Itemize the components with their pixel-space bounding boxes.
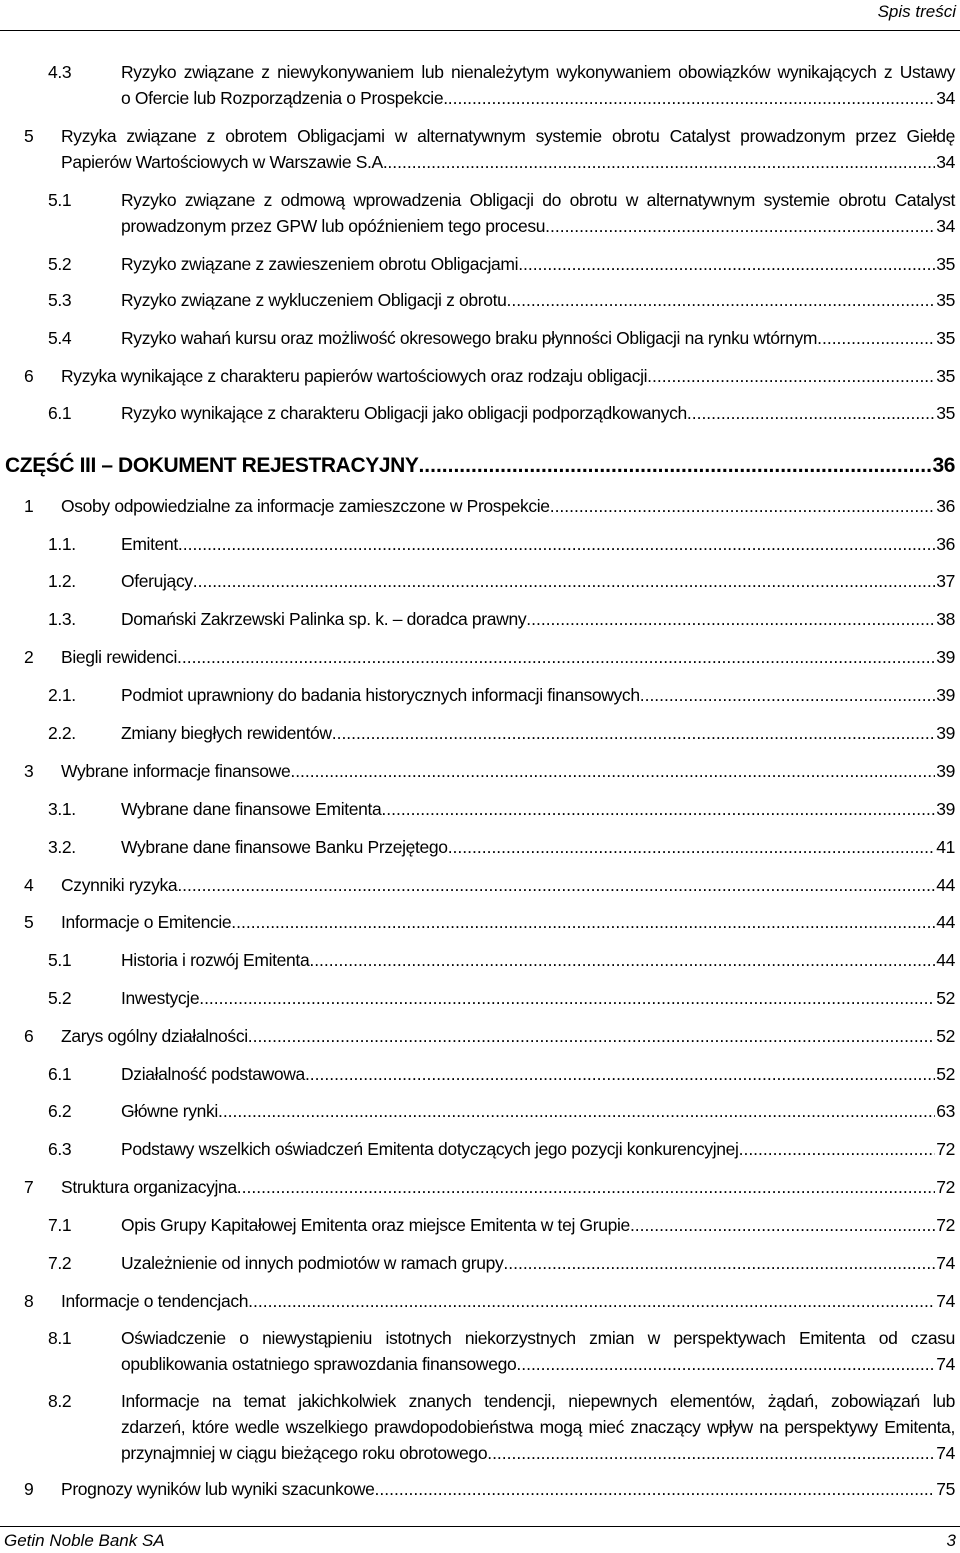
page-header-title: Spis treści [877, 2, 956, 21]
toc-entry-number: 1.3. [48, 609, 76, 629]
toc-entry-text: Informacje na temat jakichkolwiek znanych tendencji, niepewnych elementów, żądań, zobowiązań lub [121, 1391, 955, 1411]
toc-entry-text: opublikowania ostatniego sprawozdania finansowego [121, 1354, 517, 1374]
toc-entry-text: Oferujący [121, 571, 193, 591]
toc-entry-text: Ryzyko związane z odmową wprowadzenia Obligacji do obrotu w alternatywnym systemie obrotu Catalyst [121, 190, 955, 210]
toc-entry-page: 36 [936, 496, 955, 516]
toc-entry-text: Wybrane dane finansowe Emitenta [121, 799, 382, 819]
toc-leader-dots [231, 909, 935, 935]
toc-entry-number: 7.1 [48, 1215, 72, 1235]
toc-entry-text: Ryzyko związane z wykluczeniem Obligacji z obrotu [121, 290, 507, 310]
toc-entry-page: 74 [936, 1354, 955, 1374]
toc-entry-text: Ryzyko związane z niewykonywaniem lub nienależytym wykonywaniem obowiązków wynikających z Ustawy [121, 62, 955, 82]
toc-entry-text: Inwestycje [121, 988, 200, 1008]
toc-entry-number: 8.2 [48, 1391, 72, 1411]
toc-entry-text: Ryzyka związane z obrotem Obligacjami w alternatywnym systemie obrotu Catalyst prowadzonym przez Giełdę [61, 126, 955, 146]
toc-leader-dots [518, 251, 935, 277]
toc-entry-text: Czynniki ryzyka [61, 875, 178, 895]
toc-leader-dots [309, 947, 935, 973]
toc-entry-number: 6.1 [48, 403, 72, 423]
toc-leader-dots [177, 872, 935, 898]
toc-entry-number: 5 [24, 126, 34, 146]
toc-entry-page: 63 [936, 1101, 955, 1121]
toc-entry-text: Zarys ogólny działalności [61, 1026, 248, 1046]
toc-entry-text: Ryzyka wynikające z charakteru papierów wartościowych oraz rodzaju obligacji [61, 366, 648, 386]
toc-entry-page: 39 [936, 723, 955, 743]
toc-entry-page: 74 [936, 1443, 955, 1463]
toc-entry-text: o Ofercie lub Rozporządzenia o Prospekcie. [121, 88, 448, 108]
toc-leader-dots [248, 1023, 935, 1049]
toc-entry-number: 7.2 [48, 1253, 72, 1273]
toc-entry-page: 52 [936, 1026, 955, 1046]
footer-divider [0, 1526, 960, 1527]
toc-entry-number: 4.3 [48, 62, 72, 82]
toc-leader-dots [332, 720, 936, 746]
toc-entry-page: 72 [936, 1177, 955, 1197]
toc-entry-text: przynajmniej w ciągu bieżącego roku obrotowego [121, 1443, 488, 1463]
toc-leader-dots [193, 568, 935, 594]
toc-entry-number: 6 [24, 366, 34, 386]
toc-entry-page: 36 [936, 534, 955, 554]
toc-entry-page: 35 [936, 254, 955, 274]
toc-entry-text: Emitent [121, 534, 178, 554]
toc-leader-dots [448, 85, 936, 111]
toc-leader-dots [526, 606, 935, 632]
toc-entry-page: 38 [936, 609, 955, 629]
toc-entry-page: 35 [936, 290, 955, 310]
toc-leader-dots [817, 325, 935, 351]
toc-entry-page: 41 [936, 837, 955, 857]
toc-entry-text: Uzależnienie od innych podmiotów w ramach grupy [121, 1253, 504, 1273]
toc-entry-number: 6.3 [48, 1139, 72, 1159]
toc-entry-number: 1.1. [48, 534, 76, 554]
toc-leader-dots [507, 287, 936, 313]
toc-entry-number: 8 [24, 1291, 34, 1311]
toc-entry-page: 35 [936, 328, 955, 348]
toc-leader-dots [487, 1440, 935, 1466]
toc-leader-dots [647, 363, 935, 389]
toc-entry-page: 44 [936, 912, 955, 932]
toc-leader-dots [290, 758, 935, 784]
toc-entry-number: 2 [24, 647, 34, 667]
toc-entry-number: 8.1 [48, 1328, 72, 1348]
toc-entry-text: Oświadczenie o niewystąpieniu istotnych niekorzystnych zmian w perspektywach Emitenta od czasu [121, 1328, 955, 1348]
toc-entry-text: Zmiany biegłych rewidentów [121, 723, 332, 743]
toc-entry-text: Wybrane dane finansowe Banku Przejętego [121, 837, 448, 857]
toc-leader-dots [550, 493, 936, 519]
toc-entry-page: 52 [936, 1064, 955, 1084]
toc-entry-page: 34 [936, 88, 955, 108]
toc-entry-number: 2.1. [48, 685, 76, 705]
toc-entry-number: 1.2. [48, 571, 76, 591]
toc-entry-number: 5.4 [48, 328, 72, 348]
toc-leader-dots [545, 213, 935, 239]
toc-entry-text: Informacje o tendencjach [61, 1291, 249, 1311]
footer-page-number: 3 [946, 1531, 956, 1550]
toc-entry-text: Główne rynki [121, 1101, 218, 1121]
toc-entry-number: 4 [24, 875, 34, 895]
header-divider [0, 30, 960, 31]
toc-entry-page: 52 [936, 988, 955, 1008]
toc-entry-number: 6 [24, 1026, 34, 1046]
toc-entry-page: 44 [936, 875, 955, 895]
toc-entry-page: 35 [936, 366, 955, 386]
toc-part-page: 36 [932, 454, 955, 477]
toc-leader-dots [375, 1476, 936, 1502]
toc-leader-dots [739, 1136, 936, 1162]
toc-entry-number: 3 [24, 761, 34, 781]
toc-entry-page: 39 [936, 647, 955, 667]
toc-part-heading[interactable] [5, 452, 955, 480]
toc-entry-text: Wybrane informacje finansowe [61, 761, 291, 781]
toc-entry-number: 5.1 [48, 190, 72, 210]
toc-entry-text: Ryzyko wahań kursu oraz możliwość okresowego braku płynności Obligacji na rynku wtórnym [121, 328, 818, 348]
toc-leader-dots [687, 400, 935, 426]
toc-entry-text: Historia i rozwój Emitenta [121, 950, 310, 970]
toc-leader-dots [237, 1174, 935, 1200]
toc-entry-number: 5.2 [48, 254, 72, 274]
toc-leader-dots [448, 834, 936, 860]
toc-entry-page: 34 [936, 152, 955, 172]
toc-entry-number: 6.2 [48, 1101, 72, 1121]
toc-entry-text: Prognozy wyników lub wyniki szacunkowe [61, 1479, 375, 1499]
toc-leader-dots [218, 1098, 935, 1124]
toc-leader-dots [503, 1250, 935, 1276]
toc-entry-page: 74 [936, 1253, 955, 1273]
toc-leader-dots [630, 1212, 935, 1238]
toc-entry-number: 5.2 [48, 988, 72, 1008]
toc-entry-page: 37 [936, 571, 955, 591]
toc-entry-text: Struktura organizacyjna [61, 1177, 237, 1197]
toc-entry-number: 6.1 [48, 1064, 72, 1084]
toc-entry-text: Podmiot uprawniony do badania historycznych informacji finansowych [121, 685, 640, 705]
toc-entry-page: 34 [936, 216, 955, 236]
toc-entry-text: Działalność podstawowa [121, 1064, 305, 1084]
toc-entry-text: zdarzeń, które wedle wszelkiego prawdopodobieństwa mogą mieć znaczący wpływ na perspektywy Emitenta, [121, 1417, 955, 1437]
toc-entry-page: 72 [936, 1139, 955, 1159]
toc-entry-page: 72 [936, 1215, 955, 1235]
toc-entry-number: 5 [24, 912, 34, 932]
toc-entry-number: 1 [24, 496, 34, 516]
toc-entry-page: 75 [936, 1479, 955, 1499]
toc-entry-number: 5.3 [48, 290, 72, 310]
toc-entry-text: Osoby odpowiedzialne za informacje zamieszczone w Prospekcie [61, 496, 550, 516]
footer-company-name: Getin Noble Bank SA [4, 1531, 165, 1550]
toc-leader-dots [199, 985, 935, 1011]
toc-entry-text: Opis Grupy Kapitałowej Emitenta oraz miejsce Emitenta w tej Grupie [121, 1215, 630, 1235]
toc-leader-dots [178, 531, 935, 557]
toc-leader-dots [177, 644, 935, 670]
toc-entry-number: 7 [24, 1177, 34, 1197]
toc-entry-text: prowadzonym przez GPW lub opóźnieniem tego procesu [121, 216, 546, 236]
toc-entry-number: 3.1. [48, 799, 76, 819]
toc-entry-text: Informacje o Emitencie [61, 912, 232, 932]
toc-leader-dots [381, 796, 935, 822]
toc-entry-page: 35 [936, 403, 955, 423]
toc-leader-dots [516, 1351, 935, 1377]
toc-entry-text: Ryzyko związane z zawieszeniem obrotu Obligacjami [121, 254, 519, 274]
toc-entry-number: 5.1 [48, 950, 72, 970]
toc-leader-dots [640, 682, 936, 708]
toc-entry-page: 39 [936, 799, 955, 819]
toc-entry-number: 9 [24, 1479, 34, 1499]
toc-leader-dots [387, 149, 935, 175]
toc-entry-text: Biegli rewidenci [61, 647, 177, 667]
toc-part-title: CZĘŚĆ III – DOKUMENT REJESTRACYJNY [5, 454, 419, 477]
toc-entry-text: Papierów Wartościowych w Warszawie S.A. [61, 152, 388, 172]
toc-leader-dots [418, 452, 931, 480]
toc-entry-page: 44 [936, 950, 955, 970]
toc-entry-text: Domański Zakrzewski Palinka sp. k. – doradca prawny [121, 609, 527, 629]
toc-entry-page: 39 [936, 685, 955, 705]
toc-entry-text: Ryzyko wynikające z charakteru Obligacji jako obligacji podporządkowanych [121, 403, 687, 423]
toc-entry-text: Podstawy wszelkich oświadczeń Emitenta dotyczących jego pozycji konkurencyjnej [121, 1139, 739, 1159]
toc-entry-page: 74 [936, 1291, 955, 1311]
toc-entry-page: 39 [936, 761, 955, 781]
toc-entry-number: 2.2. [48, 723, 76, 743]
toc-leader-dots [248, 1288, 935, 1314]
toc-entry-number: 3.2. [48, 837, 76, 857]
toc-leader-dots [305, 1061, 935, 1087]
